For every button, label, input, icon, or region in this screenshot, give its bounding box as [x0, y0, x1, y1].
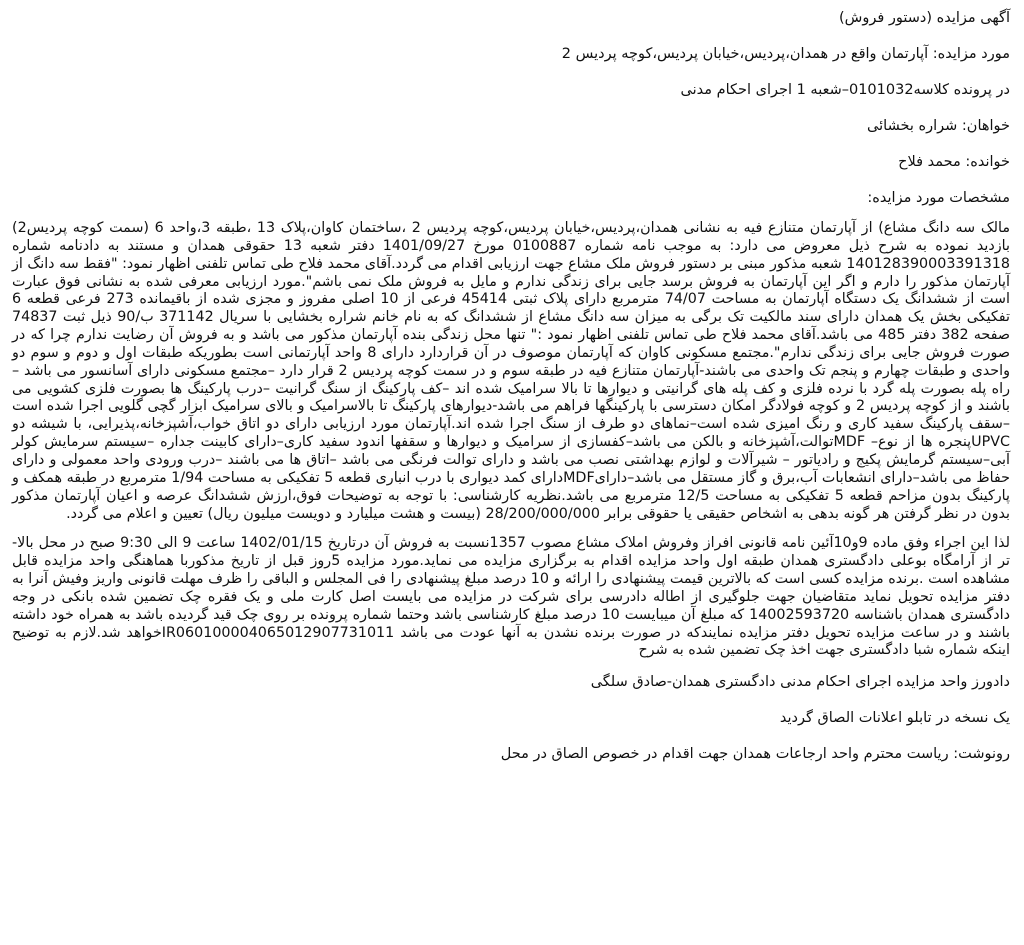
defendant-name: خوانده: محمد فلاح	[898, 154, 1010, 170]
carbon-copy-note: رونوشت: ریاست محترم واحد ارجاعات همدان جهت اقدام در خصوص الصاق در محل	[500, 746, 1010, 763]
property-description-paragraph: مالک سه دانگ مشاع) از آپارتمان متنازع فیه به نشانی همدان،پردیس،خیابان پردیس،کوچه پردیس 2 ،ساختمان کاوان،پلاک 13 ،طبقه 3،واحد 6 (سمت کوچه پردیس2) بازدید نموده به شرح ذیل معروض می دارد: به موجب نامه شماره 0100887 مورخ 1401/09/27 دفتر شعبه 13 حقوقی همدان و مستند به دادنامه شماره 140128390003391318 شعبه مذکور مبنی بر دستور فروش ملک مشاع جهت ارزیابی اقدام می گردد.آقای محمد فلاح طی تماس تلفنی اظهار نمود: "فقط سه دانگ از آپارتمان مذکور را دارم و اگر این آپارتمان به فروش برسد جایی برای زندگی ندارم و مایل به فروش ملک نمی باشم".مورد ارزیابی معرفی شده به نشانی فوق عبارت است از ششدانگ یک دستگاه آپارتمان به مساحت 74/07 مترمربع دارای پلاک ثبتی 45414 فرعی از 10 اصلی مفروز و مجزی شده از باقیمانده 273 فرعی قطعه 6 تفکیکی بخش یک همدان دارای سند مالکیت تک برگی به میزان سه دانگ مشاع از ششدانگ که به نام خانم شراره بخشایی با سریال 371142 ب/90 ذیل ثبت 74837 صفحه 382 دفتر 485 می باشد.آقای محمد فلاح طی تماس تلفنی اظهار نمود :" تنها محل زندگی بنده آپارتمان مذکور می باشد و به فروش آن رضایت ندارم چرا که در صورت فروش جایی برای زندگی ندارم".مجتمع مسکونی کاوان که آپارتمان موصوف در آن قراردارد دارای 8 واحد آپارتمانی است بطوریکه طبقات اول و دوم و سوم دو واحدی و طبقات چهارم و پنجم تک واحدی می باشند-آپارتمان متنازع فیه در طبقه سوم و در سمت کوچه پردیس 2 قرار دارد –مجتمع مسکونی دارای آسانسور می باشد –راه پله بصورت پله گرد با نرده فلزی و کف پله های گرانیتی و دیوارها تا بالا سرامیک شده اند –کف پارکینگ از سنگ گرانیت –درب پارکینگ ها بصورت فلزی کشویی می باشند و از کوچه پردیس 2 و کوچه فولادگر امکان دسترسی با پارکینگها فراهم می باشد-دیوارهای پارکینگ تا بالاسرامیک و بالای سرامیک ابزار گچی گلویی اجرا شده است –سقف پارکینگ سفید کاری و رنگ امیزی شده است–نماهای دو طرف از سنگ اجرا شده اند.آپارتمان مورد ارزیابی دارای دو اتاق خواب،آشپزخانه،پذیرایی، با شیشه دو UPVCپنجره ها از نوع– MDFتوالت،آشپزخانه و بالکن می باشد–کفسازی از سرامیک و دیوارها و سقفها اندود سفید کاری–دارای کابینت جداره –سیستم سرمایش کولر آبی–سیستم گرمایش پکیج و رادیاتور – شیرآلات و لوازم بهداشتی نصب می باشد و دارای توالت فرنگی می باشد –اتاق ها می باشند –درب ورودی واحد معمولی و دارای حفاظ می باشد–دارای انشعابات آب،برق و گاز مستقل می باشد–دارایMDFدارای کمد دیواری با درب انباری قطعه 5 تفکیکی به مساحت 1/94 مترمربع در طبقه همکف و پارکینگ بدون مزاحم قطعه 5 تفکیکی به مساحت 12/5 مترمربع می باشد.نظریه کارشناسی: با توجه به توضیحات فوق،ارزش ششدانگ عرصه و اعیان آپارتمان مذکور بدون در نظر گرفتن هر گونه بدهی به اشخاص حقیقی یا حقوقی برابر 28/200/000/000 (بیست و هشت میلیارد و دویست میلیون ریال) تعیین و اعلام می گردد.	[12, 220, 1011, 522]
signature-line: دادورز واحد مزایده اجرای احکام مدنی دادگستری همدان-صادق سلگی	[590, 674, 1010, 691]
posting-note: یک نسخه در تابلو اعلانات الصاق گردید	[779, 710, 1010, 727]
auction-terms-paragraph: لذا این اجراء وفق ماده 9و10آئین نامه قانونی افراز وفروش املاک مشاع مصوب 1357نسبت به فروش آن درتاریخ 1402/01/15 ساعت 9 الی 9:30 صبح در محل بالا- تر از آرامگاه بوعلی دادگستری همدان طبقه اول واحد مزایده اقدام به برگزاری مزایده می نماید.مورد مزایده 5روز قبل از تاریخ مذکوربا هماهنگی واحد مزایده قابل مشاهده است .برنده مزایده کسی است که بالاترین قیمت پیشنهادی را ارائه و 10 درصد مبلغ پیشنهادی را فی المجلس و الباقی را ظرف مهلت قانونی واریز وفیش آنرا به دفتر مزایده تحویل نماید متقاضیان جهت جلوگیری از اطاله دادرسی برای شرکت در مزایده می بایست اصل کارت ملی و یک فقره چک تضمین شده بانکی در وجه دادگستری همدان باشناسه 14002593720 که مبلغ آن میبایست 10 درصد مبلغ کارشناسی باشد وحتما شماره پرونده بر روی چک قید گردیده باشد به همراه خود داشته باشند و در ساعت مزایده تحویل دفتر مزایده نمایندکه در صورت برنده نشدن به آنها عودت می باشد IR060100004065012907731011خواهد شد.لازم به توضیح اینکه شماره شبا دادگستری جهت اخذ چک تضمین شده به شرح	[12, 535, 1011, 659]
specs-heading: مشخصات مورد مزایده:	[867, 190, 1010, 206]
auction-subject: مورد مزایده: آپارتمان واقع در همدان،پردیس،خیابان پردیس،کوچه پردیس 2	[561, 46, 1010, 62]
notice-title: آگهی مزایده (دستور فروش)	[839, 10, 1010, 26]
case-file-number: در پرونده کلاسه0101032–شعبه 1 اجرای احکام مدنی	[680, 82, 1010, 98]
applicant-name: خواهان: شراره بخشائی	[867, 118, 1010, 134]
